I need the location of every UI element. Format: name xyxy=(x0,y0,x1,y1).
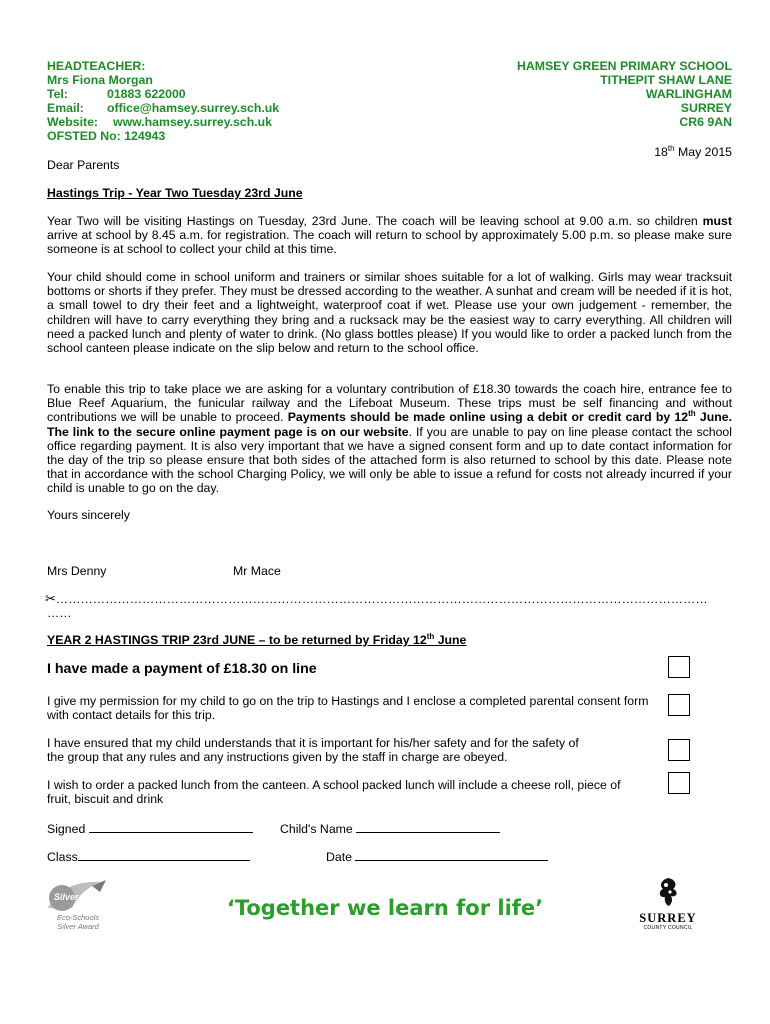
headteacher-title: HEADTEACHER: xyxy=(47,59,146,73)
signatory-denny: Mrs Denny xyxy=(47,564,107,578)
address-town: WARLINGHAM xyxy=(645,87,732,101)
school-name: HAMSEY GREEN PRIMARY SCHOOL xyxy=(517,59,732,73)
class-field[interactable] xyxy=(78,848,250,861)
payment-checkbox[interactable] xyxy=(668,656,690,678)
school-address-block xyxy=(517,59,732,129)
paragraph-payment: To enable this trip to take place we are asking for a voluntary contribution of £18.30 towards the coach hire, entrance fee to Blue Reef Aquarium, the funicular railway and the Lifeboat Museum. These trips must be self financing and without contributions we will be unable to proceed. Payments should be made online using a debit or credit card by 12th June. The link to the secure online payment page is on our website. If you are unable to pay on line please contact the school office regarding payment. It is also very important that we have a signed consent form and up to date contact information for the day of the trip so please ensure that both sides of the attached form is also returned to school by this date. Please note that in accordance with the school Charging Policy, we will only be able to issue a refund for costs not already incurred if your child is unable to go on the day. xyxy=(47,382,732,496)
class-row: Class xyxy=(47,848,250,864)
child-name-row: Child's Name xyxy=(280,820,500,836)
paragraph-what-to-wear: Your child should come in school uniform and trainers or similar shoes suitable for a lot of walking. Girls may wear tracksuit bottoms or shorts if they prefer. They must be dressed according to the weather. A sunhat and cream will be needed if it is hot, a small towel to dry their feet and a lightweight, waterproof coat if wet. Please use your own judgement - remember, the children will have to carry everything they bring and a rucksack may be the easiest way to carry everything. All children will need a packed lunch and plenty of water to drink. (No glass bottles please) If you would like to order a packed lunch from the school canteen please indicate on the slip below and return to the school office. xyxy=(47,270,732,356)
ofsted-number: OFSTED No: 124943 xyxy=(47,129,166,143)
date-row: Date xyxy=(326,848,548,864)
cut-line-continuation: …… xyxy=(47,606,72,620)
address-county: SURREY xyxy=(680,101,732,115)
surrey-county-council-logo xyxy=(638,876,698,932)
email-link[interactable]: office@hamsey.surrey.sch.uk xyxy=(107,101,280,115)
address-street: TITHEPIT SHAW LANE xyxy=(600,73,732,87)
eco-badge-label: Silver xyxy=(54,892,79,902)
child-name-field[interactable] xyxy=(356,820,500,833)
scissors-icon: ✂ xyxy=(45,592,56,606)
surrey-wordmark: SURREY xyxy=(639,911,697,925)
surrey-oak-icon xyxy=(655,876,681,908)
email-label: Email: xyxy=(47,101,84,115)
slip-title: YEAR 2 HASTINGS TRIP 23rd JUNE – to be returned by Friday 12th June xyxy=(47,631,467,647)
email-line xyxy=(47,101,279,115)
lunch-checkbox[interactable] xyxy=(668,772,690,794)
letter-subject: Hastings Trip - Year Two Tuesday 23rd June xyxy=(47,186,303,200)
website-line xyxy=(47,115,279,129)
school-motto: ‘Together we learn for life’ xyxy=(226,896,544,920)
closing: Yours sincerely xyxy=(47,508,130,522)
website-label: Website: xyxy=(47,115,99,129)
phone-line xyxy=(47,87,279,101)
safety-statement: I have ensured that my child understands that it is important for his/her safety and for the safety of the group that any rules and any instructions given by the staff in charge are obeyed. xyxy=(47,736,579,765)
signed-row: Signed xyxy=(47,820,253,836)
salutation: Dear Parents xyxy=(47,158,120,172)
permission-checkbox[interactable] xyxy=(668,694,690,716)
letter-date: 18th May 2015 xyxy=(654,143,732,159)
safety-checkbox[interactable] xyxy=(668,739,690,761)
address-postcode: CR6 9AN xyxy=(679,115,732,129)
signatory-mace: Mr Mace xyxy=(233,564,281,578)
headteacher-block xyxy=(47,59,279,143)
county-council-subtitle: COUNTY COUNCIL xyxy=(643,925,693,931)
permission-statement: I give my permission for my child to go on the trip to Hastings and I enclose a completed parental consent form with contact details for this trip. xyxy=(47,694,649,723)
date-field[interactable] xyxy=(355,848,548,861)
phone-number: 01883 622000 xyxy=(107,87,186,101)
phone-label: Tel: xyxy=(47,87,68,101)
website-link[interactable]: www.hamsey.surrey.sch.uk xyxy=(113,115,273,129)
paragraph-trip-details: Year Two will be visiting Hastings on Tuesday, 23rd June. The coach will be leaving school at 9.00 a.m. so children must arrive at school by 8.45 a.m. for registration. The coach will return to school by approximately 5.00 p.m. so please make sure someone is at school to collect your child at this time. xyxy=(47,214,732,257)
signed-field[interactable] xyxy=(89,820,253,833)
headteacher-name: Mrs Fiona Morgan xyxy=(47,73,153,87)
cut-line: ✂…………………………………………………………………………………………………………………………………………… xyxy=(45,592,708,606)
payment-statement: I have made a payment of £18.30 on line xyxy=(47,661,317,677)
lunch-statement: I wish to order a packed lunch from the canteen. A school packed lunch will include a cheese roll, piece of fruit, biscuit and drink xyxy=(47,778,621,807)
eco-award-text: Eco-Schools Silver Award xyxy=(56,913,100,931)
